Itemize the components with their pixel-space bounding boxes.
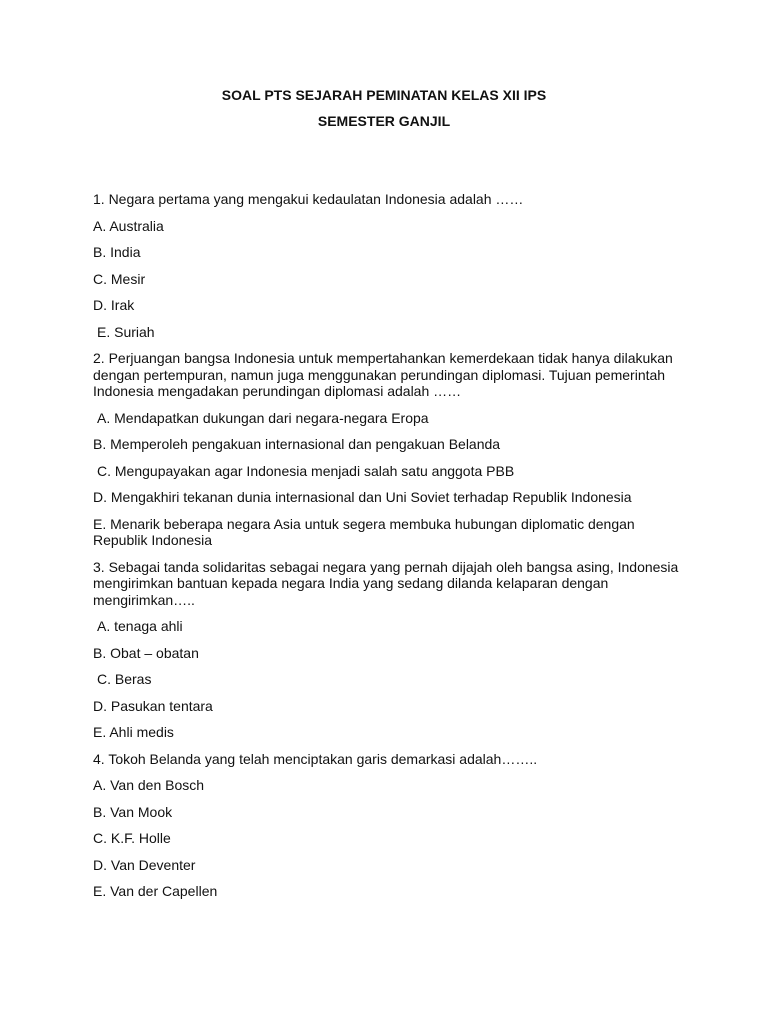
question-1-option-c: C. Mesir	[93, 270, 146, 287]
question-1-option-e: E. Suriah	[97, 323, 155, 340]
document-title: SOAL PTS SEJARAH PEMINATAN KELAS XII IPS	[221, 87, 547, 103]
question-2-option-e: E. Menarik beberapa negara Asia untuk segera membuka hubungan diplomatic dengan Republik Indonesia	[93, 515, 635, 548]
question-2: 2. Perjuangan bangsa Indonesia untuk mempertahankan kemerdekaan tidak hanya dilakukan dengan pertempuran, namun juga menggunakan perundingan diplomasi. Tujuan pemerintah Indonesia mengadakan perundingan diplomasi adalah ……	[93, 350, 673, 399]
question-3-option-c: C. Beras	[97, 671, 152, 687]
question-3-option-e: E. Ahli medis	[93, 724, 174, 740]
question-3-option-d: D. Pasukan tentara	[93, 697, 213, 714]
question-4-option-c: C. K.F. Holle	[93, 830, 171, 846]
question-1: 1. Negara pertama yang mengakui kedaulatan Indonesia adalah ……	[93, 191, 524, 207]
document-subtitle: SEMESTER GANJIL	[317, 113, 451, 129]
question-3-option-b: B. Obat – obatan	[93, 644, 199, 661]
question-2-option-d: D. Mengakhiri tekanan dunia internasional dan Uni Soviet terhadap Republik Indonesia	[93, 489, 632, 505]
questions-list	[93, 191, 683, 910]
question-4-option-a: A. Van den Bosch	[93, 777, 205, 793]
question-4-option-e: E. Van der Capellen	[93, 883, 218, 899]
question-1-option-a: A. Australia	[93, 217, 164, 234]
question-2-option-c: C. Mengupayakan agar Indonesia menjadi salah satu anggota PBB	[97, 462, 515, 479]
question-4-option-d: D. Van Deventer	[93, 856, 196, 873]
question-4: 4. Tokoh Belanda yang telah menciptakan garis demarkasi adalah……..	[93, 750, 538, 767]
question-1-option-d: D. Irak	[93, 297, 135, 313]
question-3: 3. Sebagai tanda solidaritas sebagai negara yang pernah dijajah oleh bangsa asing, Indonesia mengirimkan bantuan kepada negara India yang sedang dilanda kelaparan dengan mengirimkan…..	[93, 558, 679, 608]
question-3-option-a: A. tenaga ahli	[97, 618, 183, 634]
question-2-option-a: A. Mendapatkan dukungan dari negara-negara Eropa	[97, 409, 429, 426]
question-2-option-b: B. Memperoleh pengakuan internasional dan pengakuan Belanda	[93, 436, 501, 452]
question-1-option-b: B. India	[93, 244, 141, 260]
question-4-option-b: B. Van Mook	[93, 803, 173, 820]
